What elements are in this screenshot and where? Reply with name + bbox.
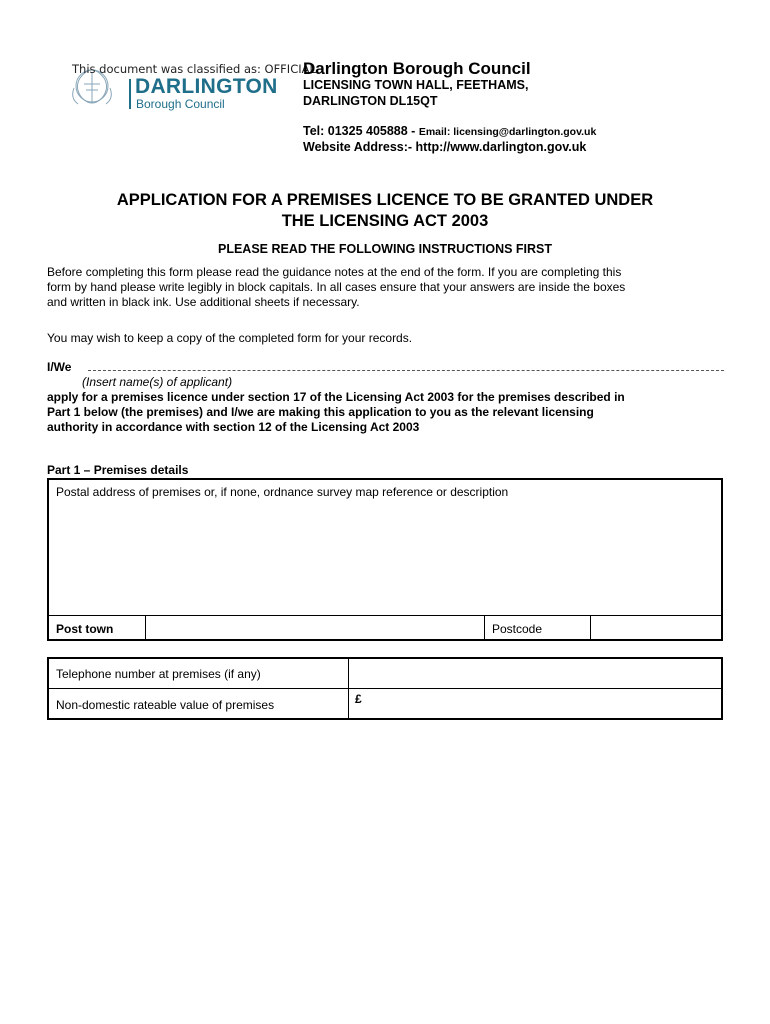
form-title <box>60 190 710 232</box>
instructions-line-1: Before completing this form please read the guidance notes at the end of the form. If you are completing this <box>47 265 622 279</box>
telephone-field[interactable] <box>349 659 721 688</box>
copy-note: You may wish to keep a copy of the completed form for your records. <box>47 331 413 345</box>
instructions-line-2: form by hand please write legibly in block capitals. In all cases ensure that your answers are inside the boxes <box>47 279 626 294</box>
contact-line <box>303 124 596 138</box>
rateable-value-label: Non-domestic rateable value of premises <box>56 698 275 712</box>
iwe-label: I/We <box>47 360 72 374</box>
divider <box>484 615 485 639</box>
applicant-name-line[interactable] <box>88 370 724 371</box>
website-address[interactable]: Website Address:- http://www.darlington.gov.uk <box>303 140 587 154</box>
post-town-field[interactable] <box>146 616 483 639</box>
telephone-text: Tel: 01325 405888 - <box>303 124 419 138</box>
telephone-label: Telephone number at premises (if any) <box>56 667 261 681</box>
divider <box>49 688 721 689</box>
postcode-label: Postcode <box>492 622 543 636</box>
address-line-1: LICENSING TOWN HALL, FEETHAMS, <box>303 78 529 92</box>
classification-label: This document was classified as: OFFICIAL <box>72 62 316 76</box>
post-town-label: Post town <box>56 622 114 636</box>
statement-line-2: Part 1 below (the premises) and I/we are making this application to you as the relevant licensing <box>47 404 594 419</box>
form-title-line-2: THE LICENSING ACT 2003 <box>281 212 489 230</box>
logo-divider <box>129 79 131 109</box>
part1-heading: Part 1 – Premises details <box>47 463 189 477</box>
council-name: Darlington Borough Council <box>303 59 531 78</box>
email-text[interactable]: Email: licensing@darlington.gov.uk <box>418 126 597 138</box>
statement-line-3: authority in accordance with section 12 of the Licensing Act 2003 <box>47 419 420 434</box>
instructions-heading: PLEASE READ THE FOLLOWING INSTRUCTIONS FIRST <box>217 242 553 256</box>
form-title-line-1: APPLICATION FOR A PREMISES LICENCE TO BE GRANTED UNDER <box>116 191 654 209</box>
rateable-value-field[interactable]: £ <box>355 692 362 706</box>
instructions-line-3: and written in black ink. Use additional sheets if necessary. <box>47 294 360 309</box>
logo-subtitle: Borough Council <box>136 97 225 111</box>
postcode-field[interactable] <box>591 616 721 639</box>
statement-line-1: apply for a premises licence under section 17 of the Licensing Act 2003 for the premises described in <box>47 390 625 404</box>
premises-address-box <box>47 478 723 641</box>
postal-address-label: Postal address of premises or, if none, ordnance survey map reference or description <box>56 485 509 499</box>
instructions-paragraph <box>47 265 727 309</box>
premises-contact-box <box>47 657 723 720</box>
address-line-2: DARLINGTON DL15QT <box>303 94 438 108</box>
postal-address-field[interactable] <box>49 502 721 614</box>
logo-wordmark: DARLINGTON <box>135 75 278 98</box>
insert-names-hint: (Insert name(s) of applicant) <box>82 375 233 389</box>
application-statement <box>47 390 727 434</box>
